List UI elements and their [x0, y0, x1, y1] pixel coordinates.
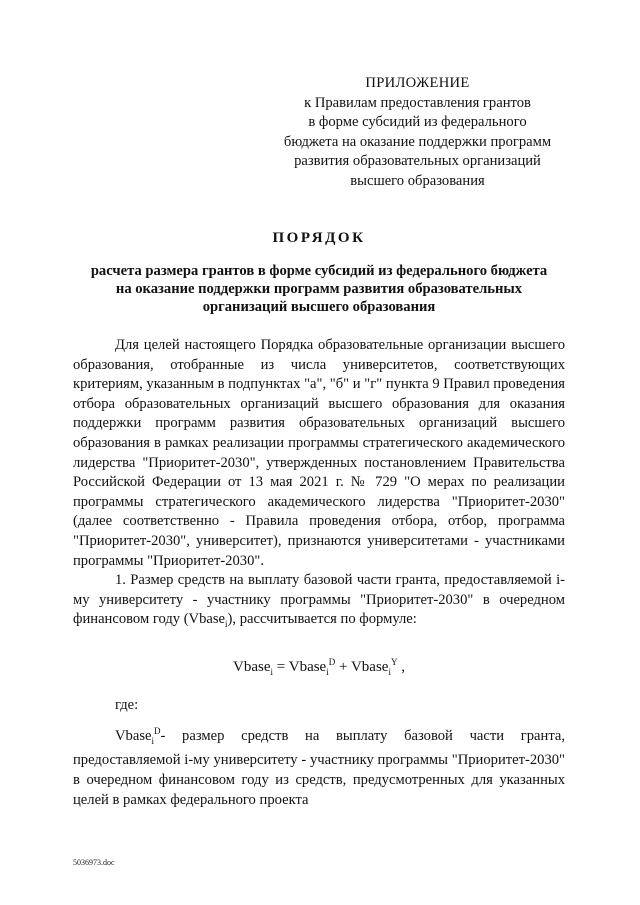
definition-paragraph — [73, 722, 565, 810]
point-1-paragraph — [73, 571, 565, 635]
intro-paragraph: Для целей настоящего Порядка образовательные организации высшего образования, отобранные из числа университетов, соответствующих критериям, указанным в подпунктах "а", "б" и "г" пункта 9 Правил проведения отбора образовательных организаций высшего образования для оказания поддержки программ развития образовательных организаций высшего образования в рамках реализации программы стратегического академического лидерства "Приоритет-2030", утвержденных постановлением Правительства Российской Федерации от 13 мая 2021 г. № 729 "О мерах по реализации программы стратегического академического лидерства "Приоритет-2030" (далее соответственно - Правила проведения отбора, отбор, программа "Приоритет-2030", университет), признаются университетами - участниками программы "Приоритет-2030". — [73, 337, 565, 569]
document-subtitle — [73, 262, 565, 316]
formula-lhs: Vbase — [233, 658, 271, 675]
subtitle-line: на оказание поддержки программ развития образовательных — [115, 281, 523, 297]
formula-term-2-sup: Y — [390, 656, 398, 667]
point-1-text-end: ), рассчитывается по формуле: — [227, 611, 417, 628]
appendix-block — [275, 74, 560, 192]
point-1-text: 1. Размер средств на выплату базовой части гранта, предоставляемой i-му университету - участнику программы "Приоритет-2030" в очередном финансовом году (Vbase — [73, 572, 565, 628]
where-label: где: — [115, 697, 139, 714]
file-footer: 5036973.doc — [73, 858, 115, 867]
definition-sub: i — [151, 735, 154, 746]
document-title: ПОРЯДОК — [272, 230, 366, 246]
appendix-line: развития образовательных организаций — [294, 153, 541, 170]
definition-symbol: Vbase — [115, 727, 152, 744]
appendix-header: ПРИЛОЖЕНИЕ — [365, 75, 470, 91]
formula-term-1-sup: D — [328, 656, 336, 667]
formula-eq: = — [273, 658, 289, 675]
definition-sup: D — [154, 726, 161, 736]
document-body — [73, 336, 565, 810]
formula-term-1-sub: i — [326, 666, 329, 677]
appendix-line: бюджета на оказание поддержки программ — [283, 133, 552, 150]
formula-term-2-sub: i — [388, 666, 391, 677]
appendix-line: высшего образования — [350, 172, 485, 189]
formula — [73, 653, 565, 683]
appendix-line: в форме субсидий из федерального — [308, 114, 527, 131]
subtitle-line: расчета размера грантов в форме субсидий из федерального бюджета — [90, 263, 548, 279]
point-1-subscript: i — [225, 619, 228, 630]
subtitle-line: организаций высшего образования — [202, 299, 436, 315]
formula-tail: , — [397, 658, 405, 675]
definition-text: - размер средств на выплату базовой части гранта, предоставляемой i-му университету - участнику программы "Приоритет-2030" в очередном финансовом году из средств, предусмотренных для указанных целей в рамках федерального проекта — [73, 727, 565, 808]
formula-term-2: Vbase — [350, 658, 389, 675]
appendix-line: к Правилам предоставления грантов — [304, 94, 531, 111]
formula-plus: + — [335, 658, 351, 675]
formula-term-1: Vbase — [288, 658, 327, 675]
formula-lhs-sub: i — [270, 666, 274, 677]
